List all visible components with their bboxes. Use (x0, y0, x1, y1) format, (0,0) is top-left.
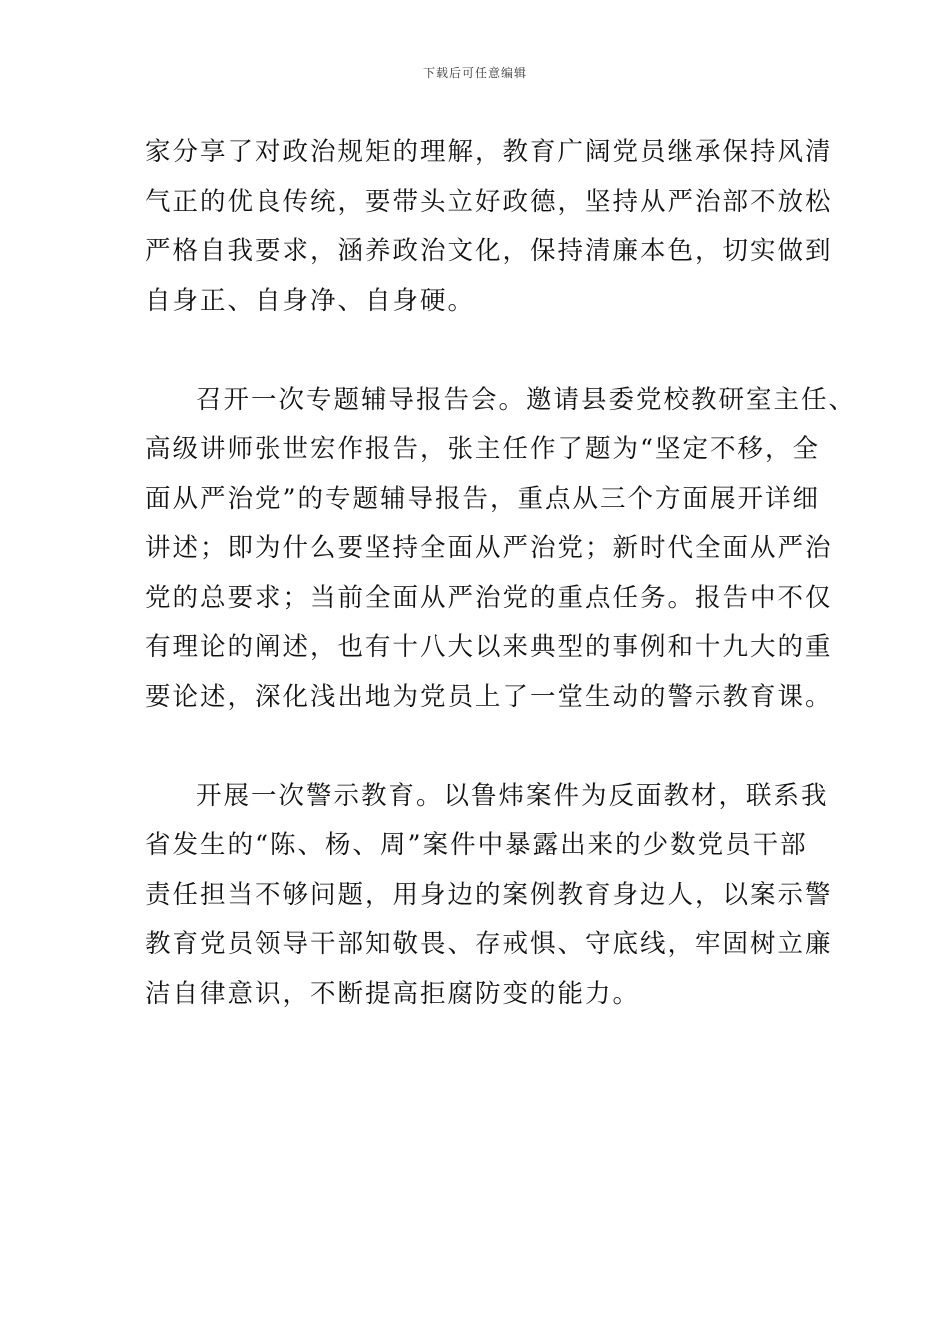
paragraph-2 (145, 376, 857, 723)
paragraph-line: 气正的优良传统，要带头立好政德，坚持从严治部不放松 (145, 186, 833, 217)
page-header-note: 下载后可任意编辑 (422, 66, 527, 80)
paragraph-line: 召开一次专题辅导报告会。邀请县委党校教研室主任、 (196, 384, 857, 415)
paragraph-line: 省发生的“陈、杨、周”案件中暴露出来的少数党员干部 (145, 830, 808, 860)
paragraph-spacer (145, 722, 820, 772)
paragraph-line: 责任担当不够问题，用身边的案例教育身边人，以案示警 (145, 879, 833, 910)
paragraph-line: 有理论的阐述，也有十八大以来典型的事例和十九大的重 (145, 632, 833, 662)
document-body (145, 128, 857, 1019)
paragraph-1 (145, 128, 833, 326)
paragraph-spacer (145, 326, 820, 376)
paragraph-line: 自身正、自身净、自身硬。 (145, 285, 476, 316)
paragraph-line: 家分享了对政治规矩的理解，教育广阔党员继承保持风清 (145, 137, 833, 167)
paragraph-line: 面从严治党”的专题辅导报告，重点从三个方面展开详细 (145, 483, 821, 514)
paragraph-line: 洁自律意识，不断提高拒腐防变的能力。 (145, 978, 641, 1009)
paragraph-line: 严格自我要求，涵养政治文化，保持清廉本色，切实做到 (145, 236, 833, 266)
paragraph-line: 党的总要求；当前全面从严治党的重点任务。报告中不仅 (145, 582, 833, 613)
paragraph-line: 要论述，深化浅出地为党员上了一堂生动的警示教育课。 (145, 681, 833, 712)
paragraph-line: 高级讲师张世宏作报告，张主任作了题为“坚定不移，全 (145, 434, 821, 464)
paragraph-3 (145, 772, 833, 1020)
paragraph-line: 开展一次警示教育。以鲁炜案件为反面教材，联系我 (196, 780, 829, 811)
paragraph-line: 讲述；即为什么要坚持全面从严治党；新时代全面从严治 (145, 533, 833, 563)
paragraph-line: 教育党员领导干部知敬畏、存戒惧、守底线，牢固树立廉 (145, 929, 833, 959)
